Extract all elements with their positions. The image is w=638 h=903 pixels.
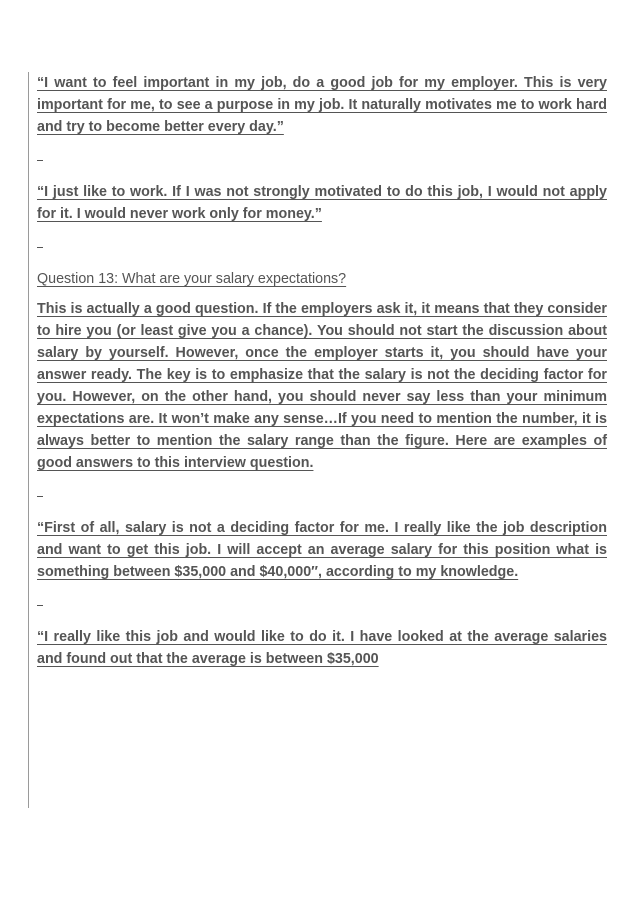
answer-quote-1: “I want to feel important in my job, do a good job for my employer. This is very important for me, to see a purpose in my job. It naturally motivates me to work hard and try to become better every day.” bbox=[37, 75, 607, 135]
answer-quote-4: “I really like this job and would like to do it. I have looked at the average salaries and found out that the average is between $35,000 bbox=[37, 629, 607, 667]
left-margin-rule bbox=[28, 72, 29, 808]
question-explanation: This is actually a good question. If the employers ask it, it means that they consider to hire you (or least give you a chance). You should not start the discussion about salary by yourself. However, once the employer starts it, you should have your answer ready. The key is to emphasize that the salary is not the deciding factor for you. However, on the other hand, you should never say less than your minimum expectations are. It won’t make any sense…If you need to mention the number, it is always better to mention the salary range than the figure. Here are examples of good answers to this interview question. bbox=[37, 301, 607, 471]
document-body bbox=[37, 72, 607, 670]
answer-quote-3: “First of all, salary is not a deciding factor for me. I really like the job description and want to get this job. I will accept an average salary for this position what is something between $35,000 and $40,000″, according to my knowledge. bbox=[37, 520, 607, 580]
question-heading: Question 13: What are your salary expectations? bbox=[37, 271, 347, 287]
answer-quote-2: “I just like to work. If I was not strongly motivated to do this job, I would not apply for it. I would never work only for money.” bbox=[37, 184, 607, 222]
